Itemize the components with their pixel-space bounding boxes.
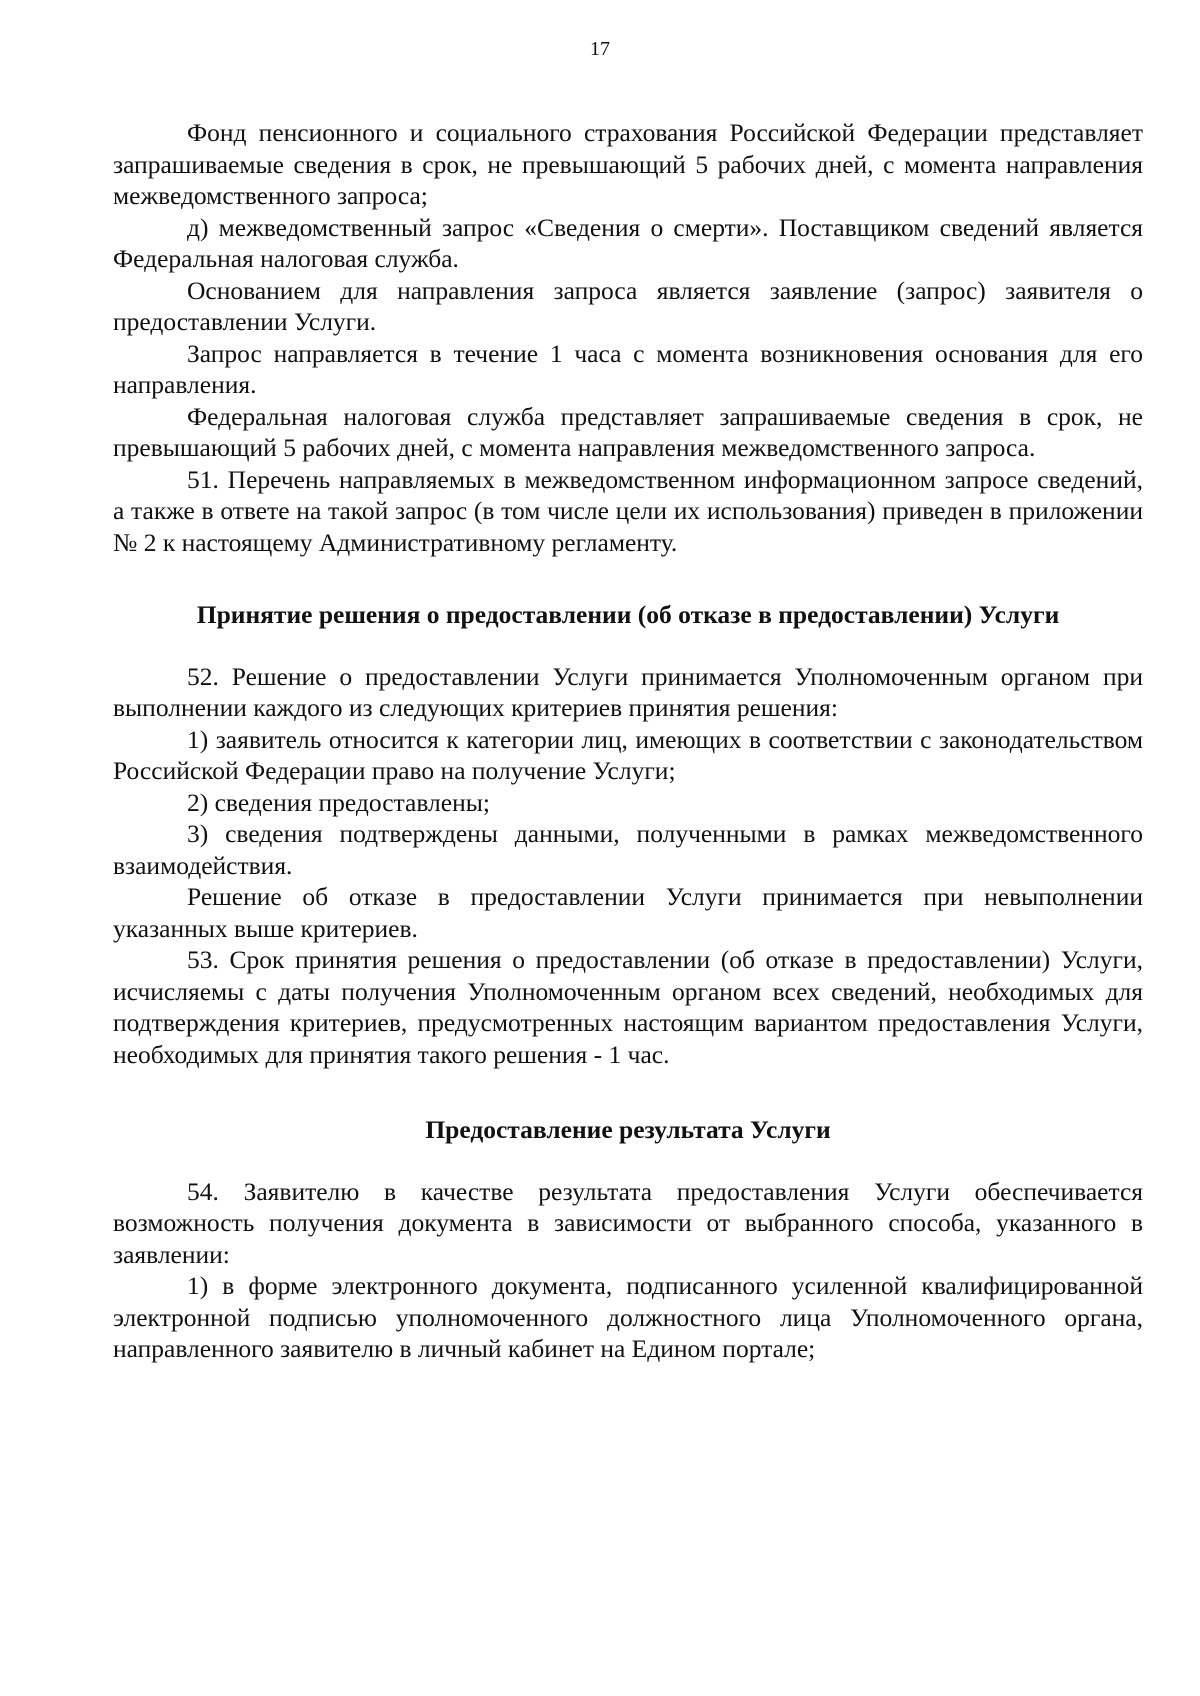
section-heading-decision: Принятие решения о предоставлении (об отказе в предоставлении) Услуги: [196, 600, 1060, 629]
paragraph-fns-response: Федеральная налоговая служба представляет запрашиваемые сведения в срок, не превышающий 5 рабочих дней, с момента направления межведомственного запроса.: [113, 401, 1143, 462]
paragraph-refusal: Решение об отказе в предоставлении Услуги принимается при невыполнении указанных выше критериев.: [113, 882, 1143, 943]
paragraph-52: 52. Решение о предоставлении Услуги принимается Уполномоченным органом при выполнении каждого из следующих критериев принятия решения:: [113, 661, 1143, 722]
section-heading-result: Предоставление результата Услуги: [425, 1115, 831, 1144]
paragraph-death-request: д) межведомственный запрос «Сведения о смерти». Поставщиком сведений является Федеральная налоговая служба.: [113, 212, 1143, 273]
paragraph-pfr-response: Фонд пенсионного и социального страхования Российской Федерации представляет запрашиваемые сведения в срок, не превышающий 5 рабочих дней, с момента направления межведомственного запроса;: [113, 118, 1143, 210]
paragraph-request-timing: Запрос направляется в течение 1 часа с момента возникновения основания для его направления.: [113, 338, 1143, 399]
paragraph-request-basis: Основанием для направления запроса является заявление (запрос) заявителя о предоставлении Услуги.: [113, 275, 1143, 336]
list-item-criterion-2: 2) сведения предоставлены;: [187, 787, 490, 817]
paragraph-53: 53. Срок принятия решения о предоставлении (об отказе в предоставлении) Услуги, исчисляемы с даты получения Уполномоченным органом всех сведений, необходимых для подтверждения критериев, предусмотренных настоящим вариантом предоставления Услуги, необходимых для принятия такого решения - 1 час.: [113, 945, 1143, 1069]
paragraph-51: 51. Перечень направляемых в межведомственном информационном запросе сведений, а также в ответе на такой запрос (в том числе цели их использования) приведен в приложении № 2 к настоящему Административному регламенту.: [113, 464, 1143, 557]
list-item-result-1: 1) в форме электронного документа, подписанного усиленной квалифицированной электронной подписью уполномоченного должностного лица Уполномоченного органа, направленного заявителю в личный кабинет на Едином портале;: [113, 1271, 1143, 1363]
document-body: [113, 117, 1143, 1365]
paragraph-54: 54. Заявителю в качестве результата предоставления Услуги обеспечивается возможность получения документа в зависимости от выбранного способа, указанного в заявлении:: [113, 1176, 1143, 1269]
page-number: 17: [590, 38, 610, 60]
list-item-criterion-1: 1) заявитель относится к категории лиц, имеющих в соответствии с законодательством Российской Федерации право на получение Услуги;: [113, 724, 1143, 785]
list-item-criterion-3: 3) сведения подтверждены данными, полученными в рамках межведомственного взаимодействия.: [113, 819, 1143, 880]
